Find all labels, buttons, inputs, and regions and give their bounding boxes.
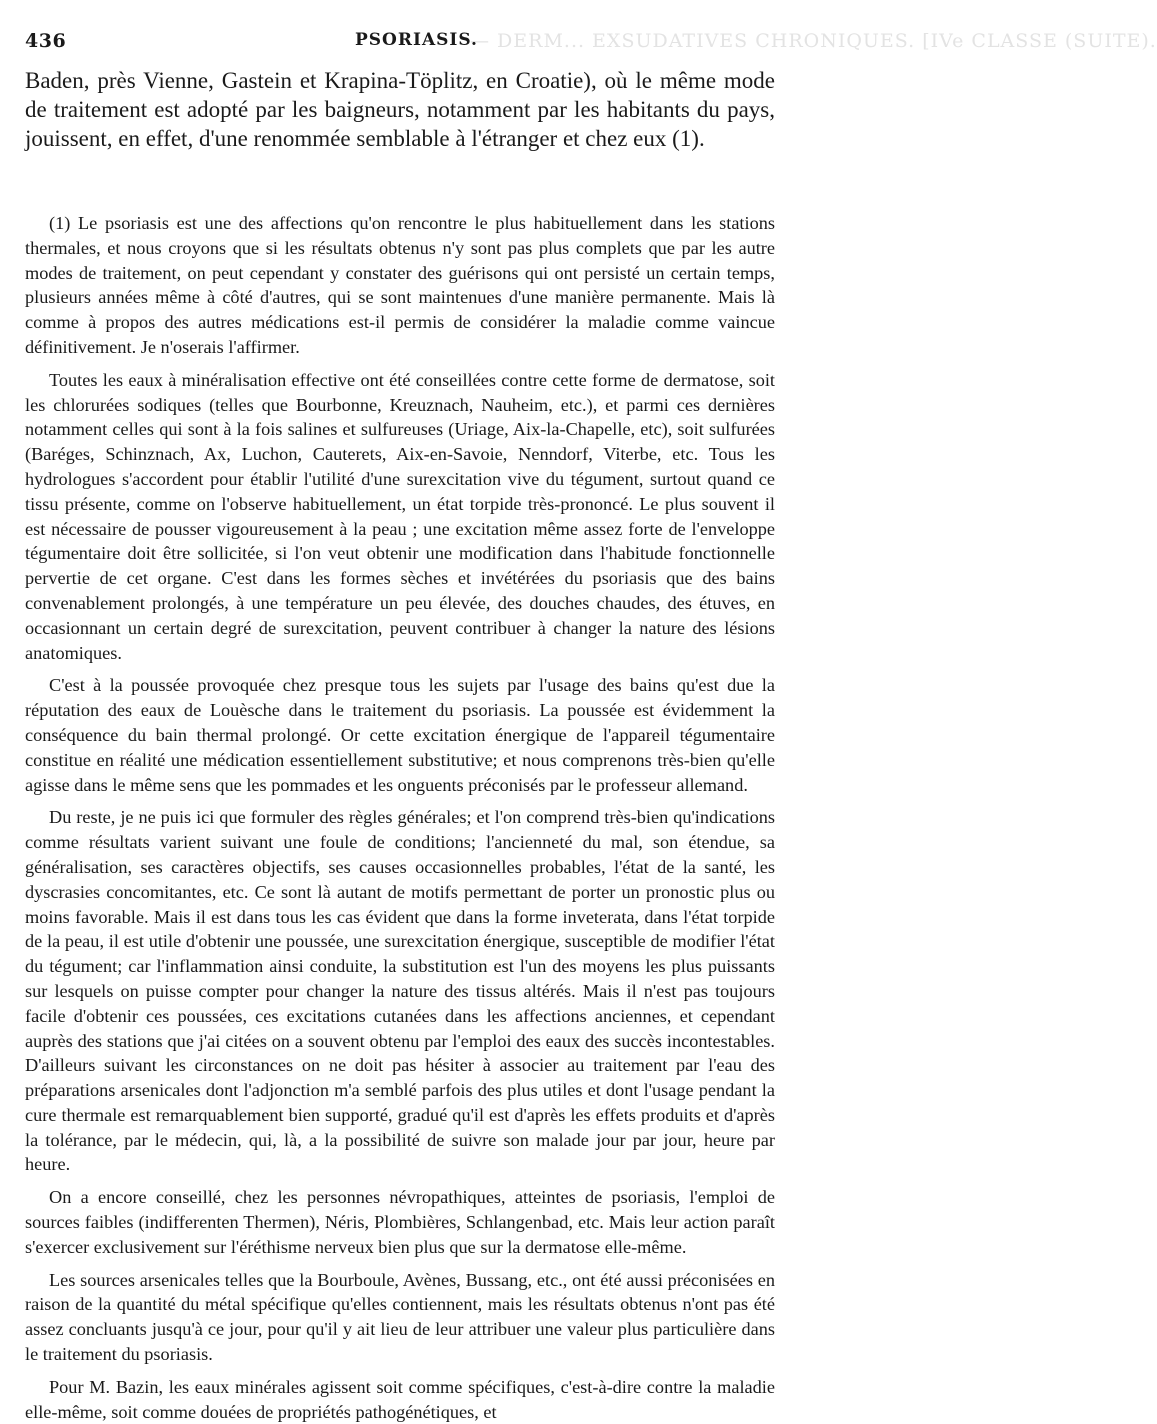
footnote-paragraph: (1) Le psoriasis est une des affections qu'on rencontre le plus habituellement dans les stations thermales, et nous croyons que si les résultats obtenus n'y sont pas plus complets que par les autre modes de traitement, on peut cependant y constater des guérisons qui ont persisté un certain temps, plusieurs années même à côté d'autres, qui se sont maintenues d'une manière permanente. Mais là comme à propos des autres médications est-il permis de considérer la maladie comme vaincue définitivement. Je n'oserais l'affirmer. bbox=[25, 213, 775, 357]
page-header bbox=[25, 30, 775, 60]
footnote bbox=[25, 211, 775, 1424]
footnote-paragraph: Du reste, je ne puis ici que formuler des règles générales; et l'on comprend très-bien qu'indications comme résultats varient suivant une foule de conditions; l'ancienneté du mal, son étendue, sa généralisation, ses caractères objectifs, ses causes occasionnelles probables, l'état de la santé, les dyscrasies concomitantes, etc. Ce sont là autant de motifs permettant de porter un pronostic plus ou moins favorable. Mais il est dans tous les cas évident que dans la forme inveterata, dans l'état torpide de la peau, il est utile d'obtenir une poussée, une surexcitation énergique, susceptible de modifier l'état du tégument; car l'inflammation ainsi conduite, la substitution est l'un des moyens les plus puissants sur lesquels on puisse compter pour changer la nature des tissus altérés. Mais il n'est pas toujours facile d'obtenir ces poussées, ces excitations cutanées dans les affections anciennes, et cependant auprès des stations que j'ai citées on a souvent obtenu par l'emploi des eaux des succès incontestables. D'ailleurs suivant les circonstances on ne doit pas hésiter à associer au traitement par l'eau des préparations arsenicales dont l'adjonction m'a semblé parfois des plus utiles et dont l'usage pendant la cure thermale est remarquablement bien supporté, gradué qu'il est d'après les effets produits et d'après la tolérance, par le médecin, qui, là, a la possibilité de suivre son malade jour par jour, heure par heure. bbox=[25, 807, 775, 1175]
footnote-paragraph: Les sources arsenicales telles que la Bourboule, Avènes, Bussang, etc., ont été aussi préconisées en raison de la quantité du métal spécifique qu'elles contiennent, mais les résultats obtenus n'ont pas été assez concluants jusqu'à ce jour, pour qu'il y ait lieu de leur attribuer une valeur plus particulière dans le traitement du psoriasis. bbox=[25, 1269, 775, 1365]
footnote-paragraph: Pour M. Bazin, les eaux minérales agissent soit comme spécifiques, c'est-à-dire contre la maladie elle-même, soit comme douées de propriétés pathogénétiques, et bbox=[25, 1376, 775, 1422]
footnote-paragraph: C'est à la poussée provoquée chez presque tous les sujets par l'usage des bains qu'est due la réputation des eaux de Louèsche dans le traitement du psoriasis. La poussée est évidemment la conséquence du bain thermal prolongé. Or cette excitation énergique de l'appareil tégumentaire constitue en réalité une médication essentiellement substitutive; et nous comprenons très-bien qu'elle agisse dans le même sens que les pommades et les onguents préconisés par le professeur allemand. bbox=[25, 675, 775, 795]
bleed-through-text: — DERM... EXSUDATIVES CHRONIQUES. [IVe CLASSE (SUITE). bbox=[470, 30, 1157, 52]
main-paragraph: Baden, près Vienne, Gastein et Krapina-Töplitz, en Croatie), où le même mode de traitement est adopté par les baigneurs, notamment par les habitants du pays, jouissent, en effet, d'une renommée semblable à l'étranger et chez eux (1). bbox=[25, 68, 775, 151]
footnote-paragraph: Toutes les eaux à minéralisation effective ont été conseillées contre cette forme de dermatose, soit les chlorurées sodiques (telles que Bourbonne, Kreuznach, Nauheim, etc.), et parmi ces dernières notamment celles qui sont à la fois salines et sulfureuses (Uriage, Aix-la-Chapelle, etc), soit sulfurées (Baréges, Schinznach, Ax, Luchon, Cauterets, Aix-en-Savoie, Nenndorf, Viterbe, etc. Tous les hydrologues s'accordent pour établir l'utilité d'une surexcitation vive du tégument, surtout quand ce tissu présente, comme on l'observe habituellement, un état torpide très-prononcé. Le plus souvent il est nécessaire de pousser vigoureusement à la peau ; une excitation même assez forte de l'enveloppe tégumentaire doit être sollicitée, si l'on veut obtenir une modification dans l'habitude fonctionnelle pervertie de cet organe. C'est dans les formes sèches et invétérées du psoriasis que des bains convenablement prolongés, à une température un peu élevée, des douches chaudes, des étuves, en occasionnant un certain degré de surexcitation, peuvent contribuer à changer la nature des lésions anatomiques. bbox=[25, 369, 775, 663]
page-number: 436 bbox=[25, 30, 67, 52]
footnote-paragraph: On a encore conseillé, chez les personnes névropathiques, atteintes de psoriasis, l'emploi de sources faibles (indifferenten Thermen), Néris, Plombières, Schlangenbad, etc. Mais leur action paraît s'exercer exclusivement sur l'éréthisme nerveux bien plus que sur la dermatose elle-même. bbox=[25, 1187, 775, 1257]
running-title: PSORIASIS. bbox=[355, 30, 478, 50]
